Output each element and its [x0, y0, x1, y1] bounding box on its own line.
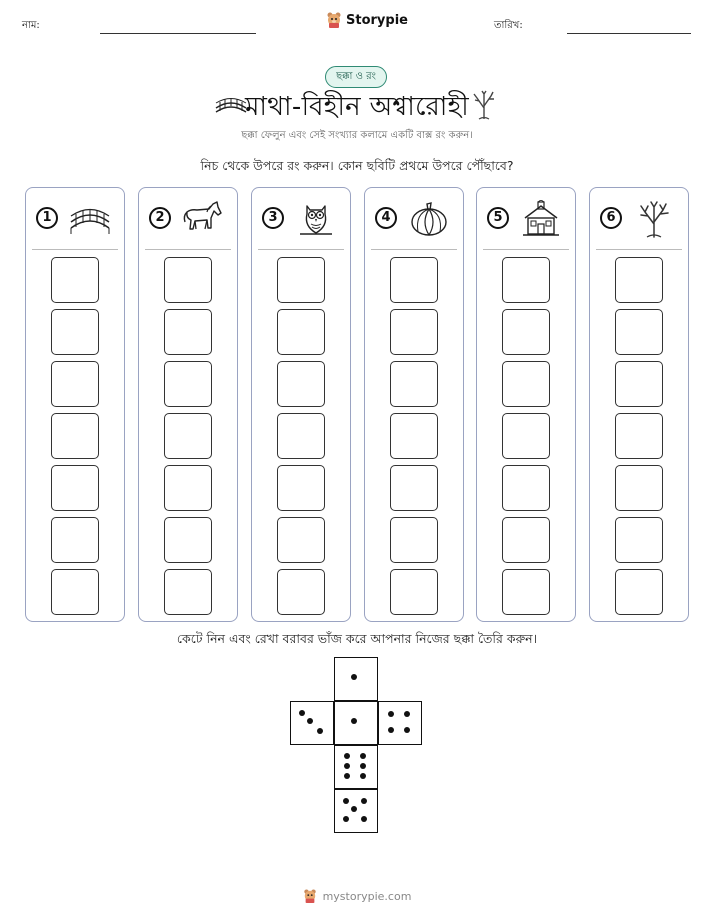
color-box[interactable]: [51, 517, 99, 563]
page-title: মাথা-বিহীন অশ্বারোহী: [244, 92, 470, 122]
pumpkin-icon: [407, 200, 451, 240]
tree-title-icon: [470, 90, 498, 120]
color-box[interactable]: [502, 309, 550, 355]
color-box[interactable]: [615, 569, 663, 615]
dice-pip: [351, 674, 357, 680]
dice-pip: [344, 763, 350, 769]
column-3: [251, 187, 351, 622]
column-number: 3: [262, 207, 284, 229]
dice-face-1: [334, 657, 378, 701]
owl-icon: [294, 200, 338, 240]
color-box[interactable]: [164, 309, 212, 355]
dice-face-5: [334, 789, 378, 833]
color-box[interactable]: [390, 465, 438, 511]
column-number: 4: [375, 207, 397, 229]
dice-pip: [388, 711, 394, 717]
color-box[interactable]: [51, 309, 99, 355]
name-label: নাম:: [22, 20, 40, 31]
dice-pip: [299, 710, 305, 716]
dice-face-4: [378, 701, 422, 745]
color-box[interactable]: [51, 465, 99, 511]
column-number: 5: [487, 207, 509, 229]
dice-pip: [344, 773, 350, 779]
dice-pip: [351, 806, 357, 812]
dice-net: [290, 657, 422, 835]
column-divider: [596, 249, 682, 250]
bear-logo-icon: [303, 888, 317, 904]
dice-face-6: [334, 745, 378, 789]
dice-pip: [360, 753, 366, 759]
column-divider: [371, 249, 457, 250]
color-box[interactable]: [164, 413, 212, 459]
color-box[interactable]: [502, 517, 550, 563]
color-box[interactable]: [51, 257, 99, 303]
column-5: [476, 187, 576, 622]
color-box[interactable]: [502, 413, 550, 459]
column-divider: [483, 249, 569, 250]
color-box[interactable]: [164, 517, 212, 563]
color-box[interactable]: [51, 569, 99, 615]
color-box[interactable]: [277, 517, 325, 563]
color-box[interactable]: [277, 309, 325, 355]
color-box[interactable]: [615, 465, 663, 511]
color-box[interactable]: [164, 257, 212, 303]
color-box[interactable]: [277, 361, 325, 407]
color-box[interactable]: [615, 361, 663, 407]
dice-face-3: [290, 701, 334, 745]
column-2: [138, 187, 238, 622]
category-badge: ছক্কা ও রং: [325, 66, 387, 88]
color-box[interactable]: [277, 465, 325, 511]
column-4: [364, 187, 464, 622]
column-divider: [145, 249, 231, 250]
dice-pip: [361, 798, 367, 804]
dice-pip: [344, 753, 350, 759]
color-box[interactable]: [502, 465, 550, 511]
bear-logo-icon: [326, 11, 342, 29]
cut-instruction: কেটে নিন এবং রেখা বরাবর ভাঁজ করে আপনার নিজের ছক্কা তৈরি করুন।: [176, 631, 538, 646]
color-box[interactable]: [164, 569, 212, 615]
color-box[interactable]: [164, 361, 212, 407]
color-box[interactable]: [390, 309, 438, 355]
dice-pip: [404, 711, 410, 717]
schoolhouse-icon: [519, 200, 563, 240]
dice-pip: [351, 718, 357, 724]
color-box[interactable]: [51, 413, 99, 459]
tree-icon: [632, 200, 676, 240]
color-box[interactable]: [502, 361, 550, 407]
color-box[interactable]: [615, 309, 663, 355]
color-box[interactable]: [277, 413, 325, 459]
column-divider: [32, 249, 118, 250]
color-box[interactable]: [502, 569, 550, 615]
dice-pip: [343, 816, 349, 822]
color-box[interactable]: [51, 361, 99, 407]
footer-url[interactable]: mystorypie.com: [322, 889, 412, 903]
instruction: নিচ থেকে উপরে রং করুন। কোন ছবিটি প্রথমে উপরে পৌঁছাবে?: [200, 158, 514, 173]
color-box[interactable]: [390, 517, 438, 563]
dice-pip: [361, 816, 367, 822]
dice-pip: [307, 718, 313, 724]
color-box[interactable]: [615, 257, 663, 303]
footer: [0, 888, 714, 904]
column-1: [25, 187, 125, 622]
color-box[interactable]: [277, 257, 325, 303]
dice-pip: [360, 763, 366, 769]
dice-pip: [343, 798, 349, 804]
bridge-icon: [68, 200, 112, 240]
column-6: [589, 187, 689, 622]
date-line[interactable]: [567, 33, 691, 34]
column-divider: [258, 249, 344, 250]
column-number: 2: [149, 207, 171, 229]
dice-pip: [388, 727, 394, 733]
brand-logo: [326, 11, 408, 29]
horse-icon: [181, 200, 225, 240]
dice-pip: [404, 727, 410, 733]
column-number: 1: [36, 207, 58, 229]
dice-pip: [360, 773, 366, 779]
name-line[interactable]: [100, 33, 256, 34]
color-box[interactable]: [502, 257, 550, 303]
brand-name: Storypie: [346, 12, 408, 28]
color-box[interactable]: [390, 569, 438, 615]
date-label: তারিখ:: [494, 20, 523, 31]
dice-face-1: [334, 701, 378, 745]
color-box[interactable]: [390, 361, 438, 407]
subtitle: ছক্কা ফেলুন এবং সেই সংখ্যার কলামে একটি বাক্স রং করুন।: [241, 130, 473, 141]
color-box[interactable]: [390, 413, 438, 459]
color-box[interactable]: [615, 413, 663, 459]
color-box[interactable]: [390, 257, 438, 303]
color-box[interactable]: [164, 465, 212, 511]
color-box[interactable]: [615, 517, 663, 563]
dice-pip: [317, 728, 323, 734]
column-number: 6: [600, 207, 622, 229]
color-box[interactable]: [277, 569, 325, 615]
